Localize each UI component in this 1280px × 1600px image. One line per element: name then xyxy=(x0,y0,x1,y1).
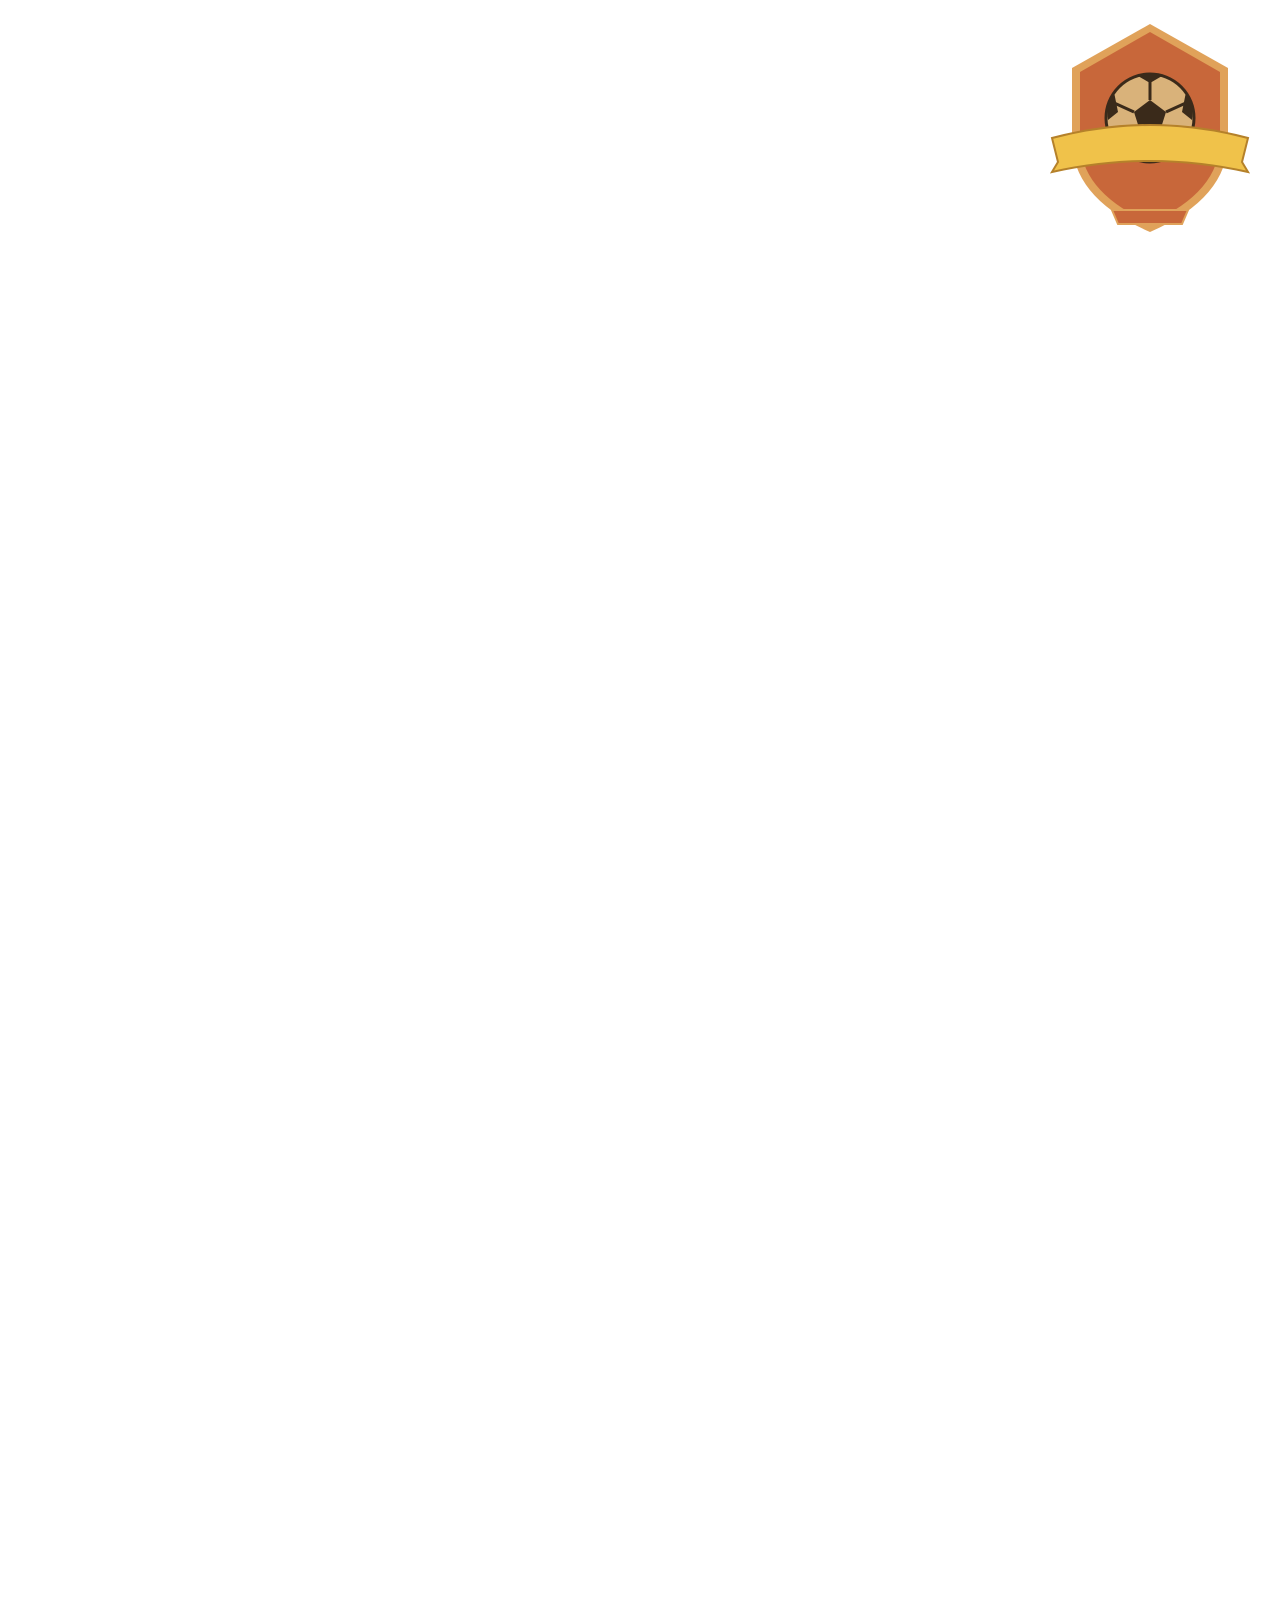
blue-wave-decoration xyxy=(0,0,520,240)
statement-body xyxy=(90,257,1190,302)
asociacion-futbol-romeral-crest-logo xyxy=(1050,20,1250,235)
gold-wave-decoration xyxy=(0,1395,1280,1600)
